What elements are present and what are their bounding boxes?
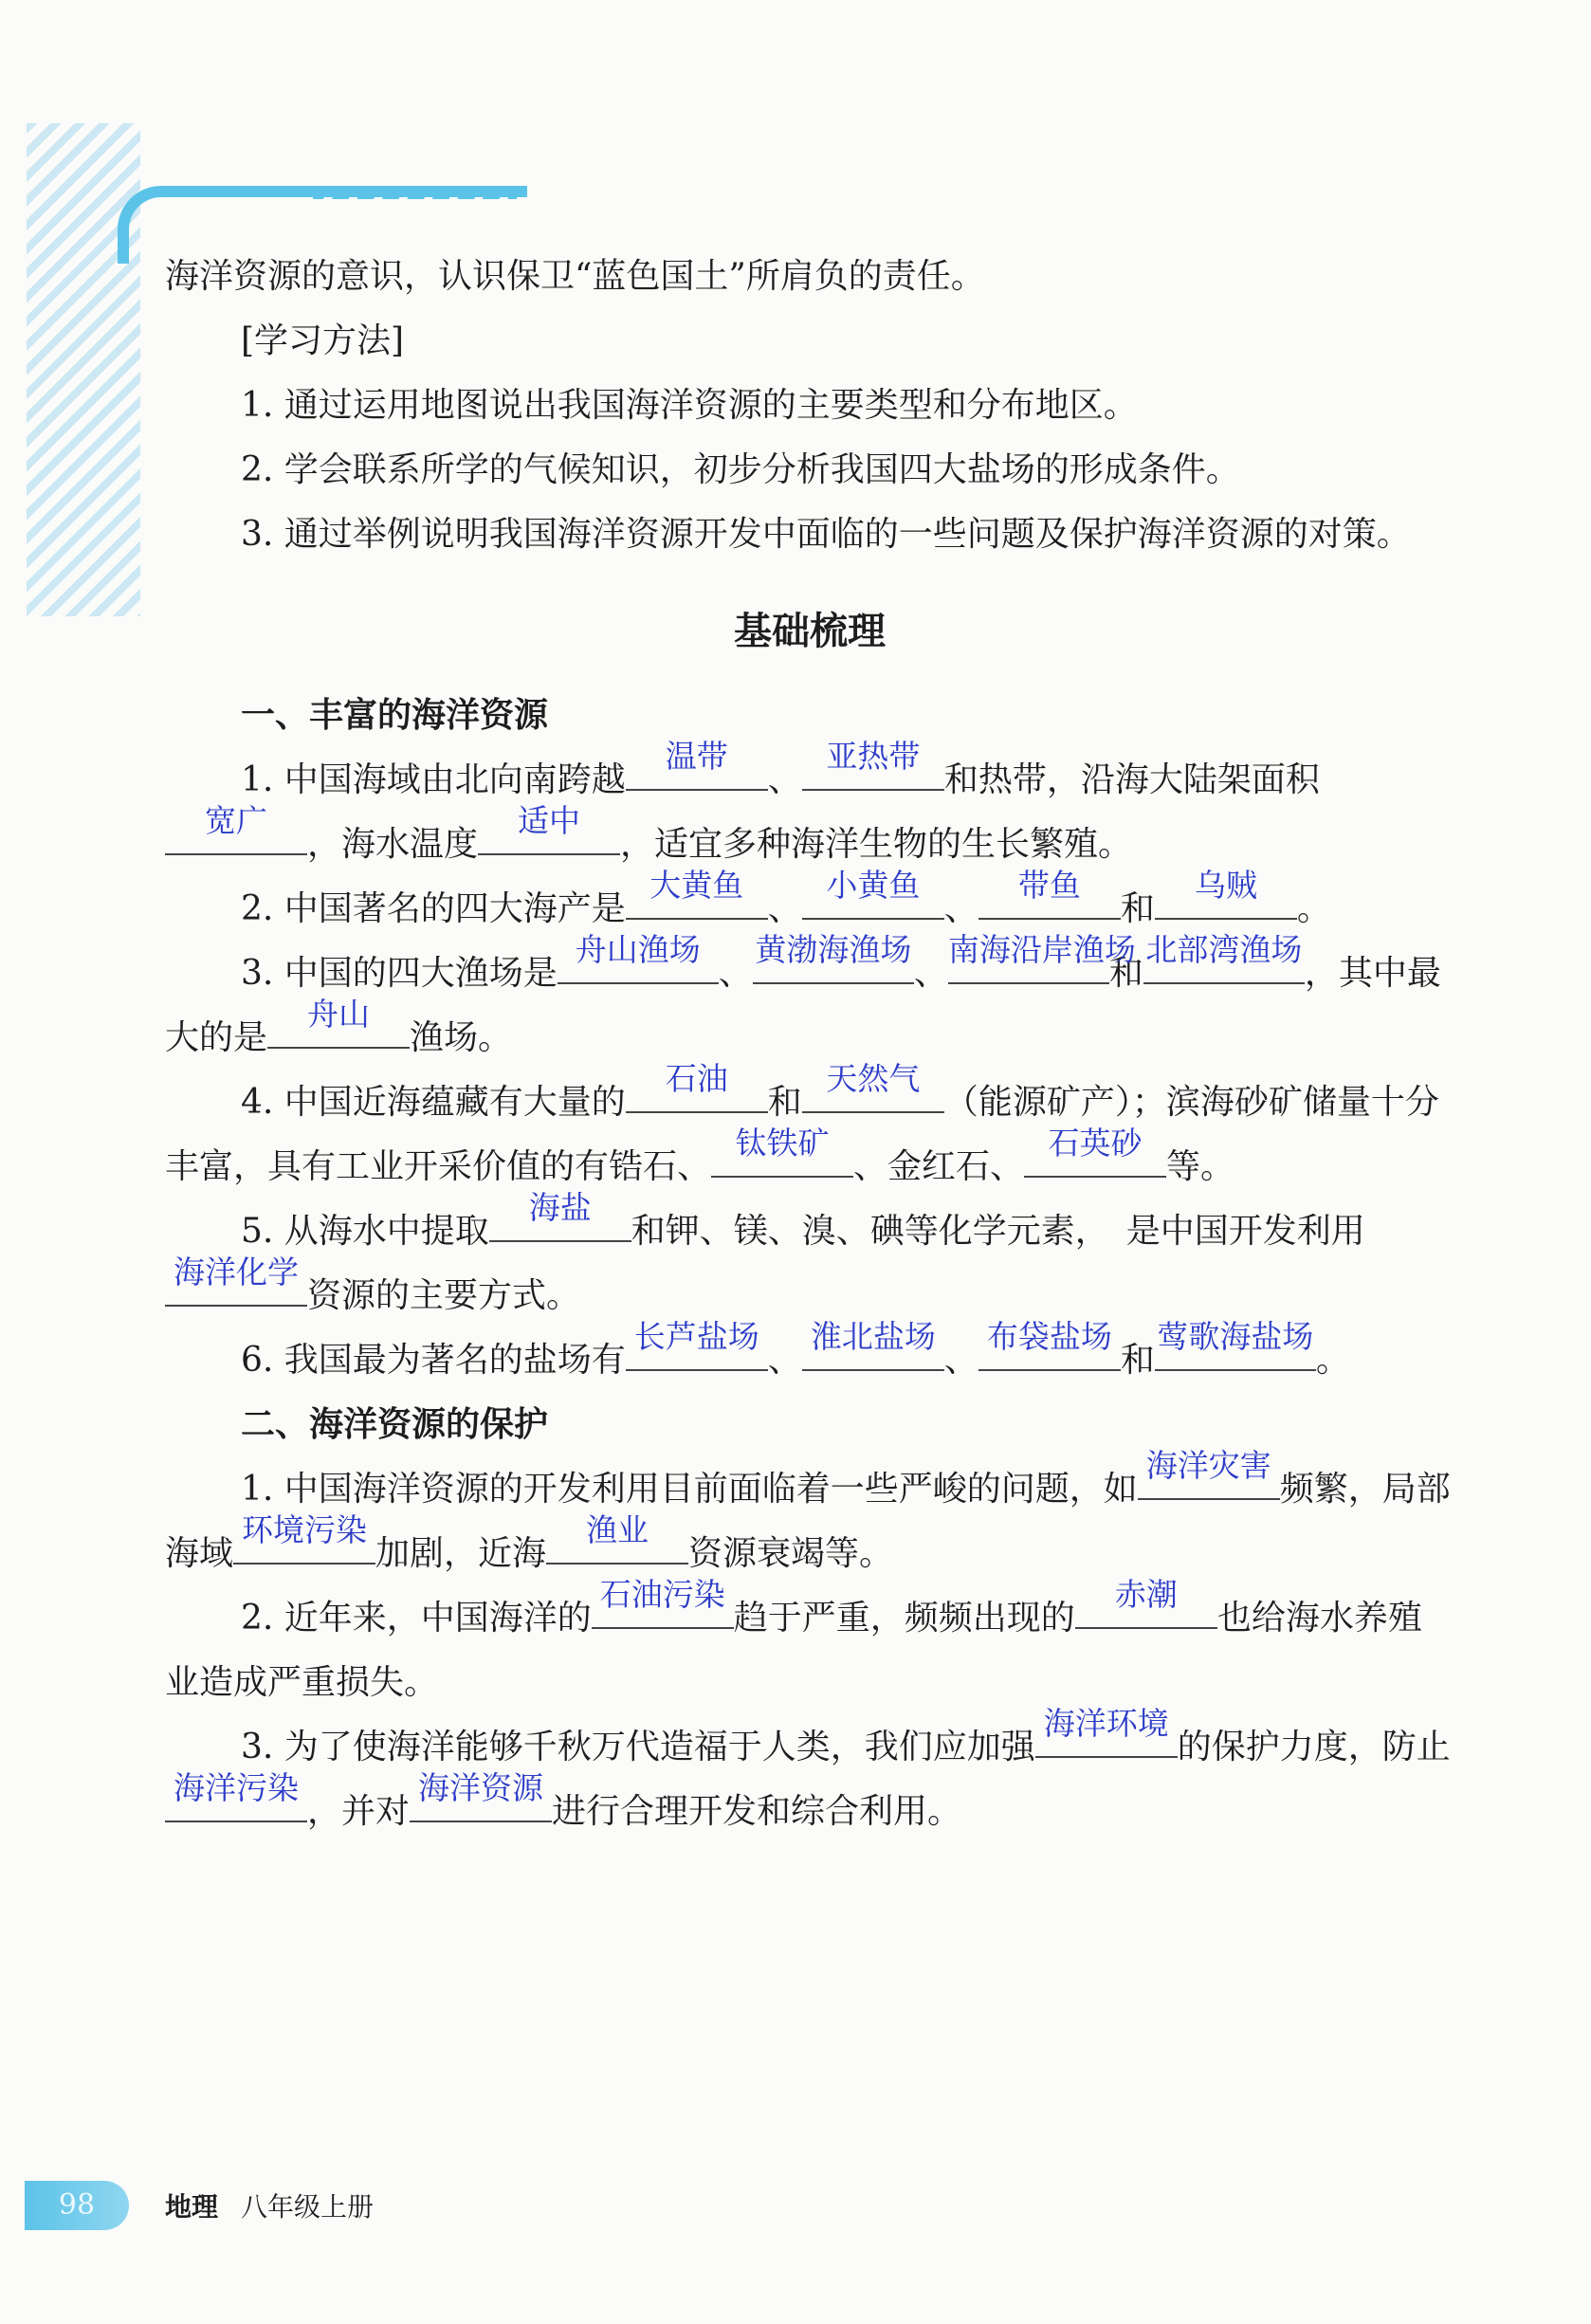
- answer-blank: 莺歌海盐场: [1155, 1331, 1316, 1371]
- p1-question-6: 6. 我国最为著名的盐场有 长芦盐场 、 淮北盐场 、 布袋盐场 和 莺歌海盐场 。: [241, 1318, 1350, 1380]
- answer-blank: 黄渤海渔场: [753, 944, 914, 984]
- method-3: 3. 通过举例说明我国海洋资源开发中面临的一些问题及保护海洋资源的对策。: [241, 515, 1411, 554]
- answer-blank: 天然气: [802, 1073, 944, 1113]
- answer-blank: 渔业: [546, 1525, 688, 1565]
- p2-question-3: 3. 为了使海洋能够千秋万代造福于人类，我们应加强 海洋环境 的保护力度，防止 海洋污染 ，并对 海洋资源 进行合理开发和综合利用。: [165, 1715, 1454, 1844]
- answer-blank: 亚热带: [802, 751, 944, 791]
- answer-blank: 北部湾渔场: [1143, 944, 1305, 984]
- answer-blank: 舟山渔场: [558, 944, 719, 984]
- footer-book-info: [165, 2187, 374, 2224]
- answer-blank: 舟山: [267, 1009, 410, 1049]
- answer-blank: 赤潮: [1075, 1589, 1217, 1629]
- p1-question-3: 3. 中国的四大渔场是 舟山渔场 、 黄渤海渔场 、 南海沿岸渔场 和 北部湾渔场 ，其中最大的是 舟山 渔场。: [165, 931, 1441, 1057]
- answer-blank: 海洋环境: [1035, 1718, 1178, 1758]
- section-title: 基础梳理: [734, 610, 886, 653]
- part2-heading: 二、海洋资源的保护: [241, 1405, 549, 1444]
- p1-question-2: 2. 中国著名的四大海产是 大黄鱼 、 小黄鱼 、 带鱼 和 乌贼 。: [241, 867, 1331, 928]
- intro-line: 海洋资源的意识，认识保卫“蓝色国土”所肩负的责任。: [165, 257, 985, 296]
- answer-blank: 石英砂: [1024, 1138, 1166, 1178]
- answer-blank: 环境污染: [233, 1525, 375, 1565]
- answer-blank: 南海沿岸渔场: [948, 944, 1109, 984]
- answer-blank: 海洋污染: [165, 1783, 307, 1822]
- footer-subject: 地理: [165, 2191, 219, 2223]
- answer-blank: 淮北盐场: [802, 1331, 944, 1371]
- answer-blank: 石油污染: [592, 1589, 734, 1629]
- method-title: [学习方法]: [241, 321, 405, 360]
- answer-blank: 海洋灾害: [1138, 1460, 1280, 1500]
- p2-question-1: 1. 中国海洋资源的开发利用目前面临着一些严峻的问题，如 海洋灾害 频繁，局部海域 环境污染 加剧，近海 渔业 资源衰竭等。: [165, 1447, 1451, 1573]
- page-number: 98: [25, 2181, 129, 2230]
- answer-blank: 布袋盐场: [978, 1331, 1121, 1371]
- answer-blank: 乌贼: [1155, 880, 1297, 920]
- answer-blank: 石油: [626, 1073, 768, 1113]
- answer-blank: 长芦盐场: [626, 1331, 768, 1371]
- decorative-stripes: [27, 123, 140, 616]
- p2-question-2: 2. 近年来，中国海洋的 石油污染 趋于严重，频频出现的 赤潮 也给海水养殖业造成严重损失。: [165, 1576, 1422, 1702]
- method-2: 2. 学会联系所学的气候知识，初步分析我国四大盐场的形成条件。: [241, 450, 1240, 489]
- decorative-dashes: [313, 186, 517, 199]
- answer-blank: 海洋资源: [410, 1783, 552, 1822]
- p1-question-1: 1. 中国海域由北向南跨越 温带 、 亚热带 和热带，沿海大陆架面积 宽广 ，海水温度 适中 ，适宜多种海洋生物的生长繁殖。: [165, 748, 1454, 877]
- answer-blank: 小黄鱼: [802, 880, 944, 920]
- answer-blank: 钛铁矿: [711, 1138, 853, 1178]
- answer-blank: 海洋化学: [165, 1267, 307, 1307]
- answer-blank: 大黄鱼: [626, 880, 768, 920]
- footer-grade: 八年级上册: [241, 2191, 375, 2223]
- answer-blank: 宽广: [165, 815, 307, 855]
- part1-heading: 一、丰富的海洋资源: [241, 696, 549, 735]
- answer-blank: 海盐: [489, 1202, 631, 1242]
- answer-blank: 带鱼: [978, 880, 1121, 920]
- answer-blank: 温带: [626, 751, 768, 791]
- p1-question-4: 4. 中国近海蕴藏有大量的 石油 和 天然气 （能源矿产）；滨海砂矿储量十分丰富，具有工业开采价值的有锆石、 钛铁矿 、金红石、 石英砂 等。: [165, 1060, 1439, 1186]
- page-content: [165, 245, 1454, 1844]
- p1-question-5: 5. 从海水中提取 海盐 和钾、镁、溴、碘等化学元素， 是中国开发利用 海洋化学 资源的主要方式。: [165, 1199, 1454, 1328]
- answer-blank: 适中: [478, 815, 620, 855]
- method-1: 1. 通过运用地图说出我国海洋资源的主要类型和分布地区。: [241, 386, 1138, 425]
